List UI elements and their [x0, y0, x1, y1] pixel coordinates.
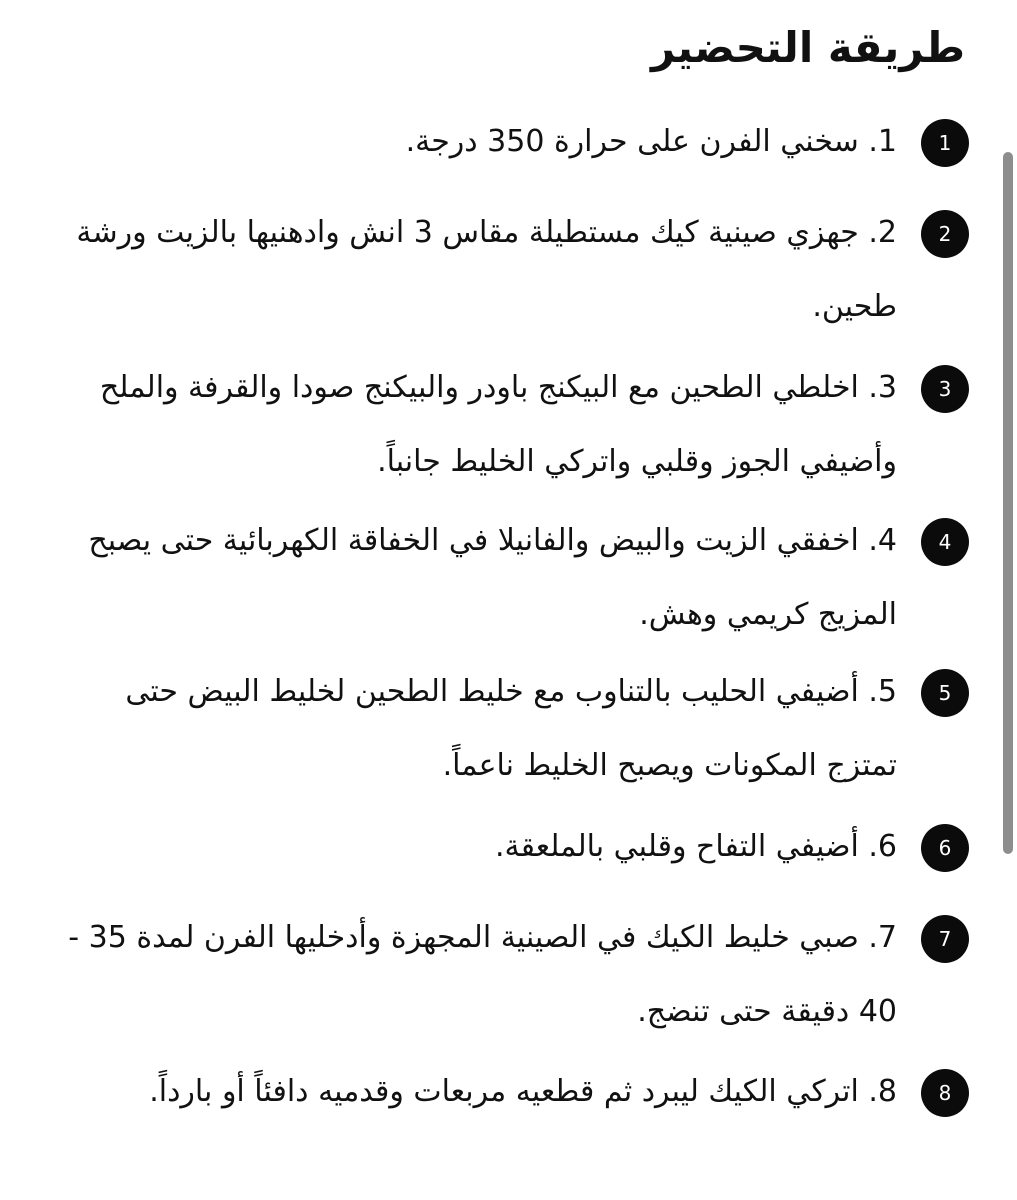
- list-item-step-6: [29, 810, 969, 884]
- step-text: 6. أضيفي التفاح وقلبي بالملعقة.: [494, 829, 897, 864]
- step-number-badge: 7: [921, 915, 969, 963]
- step-number-badge: 3: [921, 365, 969, 413]
- step-number-badge: 6: [921, 824, 969, 872]
- list-item-step-2: [29, 196, 969, 344]
- page-title: طريقة التحضير: [650, 23, 965, 72]
- scrollbar[interactable]: [1003, 152, 1013, 854]
- list-item-step-5: [29, 655, 969, 803]
- step-text: 8. اتركي الكيك ليبرد ثم قطعيه مربعات وقدميه دافئاً أو بارداً.: [149, 1074, 897, 1109]
- step-text: 2. جهزي صينية كيك مستطيلة مقاس 3 انش وادهنيها بالزيت ورشة طحين.: [76, 215, 897, 324]
- step-number-badge: 4: [921, 518, 969, 566]
- step-text: 7. صبي خليط الكيك في الصينية المجهزة وأدخليها الفرن لمدة 35 - 40 دقيقة حتى تنضج.: [68, 920, 897, 1029]
- step-text: 1. سخني الفرن على حرارة 350 درجة.: [405, 124, 897, 159]
- list-item-step-1: [29, 105, 969, 179]
- list-item-step-7: [29, 901, 969, 1049]
- step-number-badge: 8: [921, 1069, 969, 1117]
- list-item-step-4: [29, 504, 969, 652]
- list-item-step-3: [29, 351, 969, 499]
- step-text: 3. اخلطي الطحين مع البيكنج باودر والبيكنج صودا والقرفة والملح وأضيفي الجوز وقلبي واتركي الخليط جانباً.: [99, 370, 897, 479]
- step-text: 5. أضيفي الحليب بالتناوب مع خليط الطحين لخليط البيض حتى تمتزج المكونات ويصبح الخليط ناعماً.: [125, 674, 897, 783]
- list-item-step-8: [29, 1055, 969, 1129]
- step-number-badge: 5: [921, 669, 969, 717]
- step-number-badge: 1: [921, 119, 969, 167]
- step-number-badge: 2: [921, 210, 969, 258]
- step-text: 4. اخفقي الزيت والبيض والفانيلا في الخفاقة الكهربائية حتى يصبح المزيج كريمي وهش.: [88, 523, 897, 632]
- steps-list: [29, 0, 969, 1200]
